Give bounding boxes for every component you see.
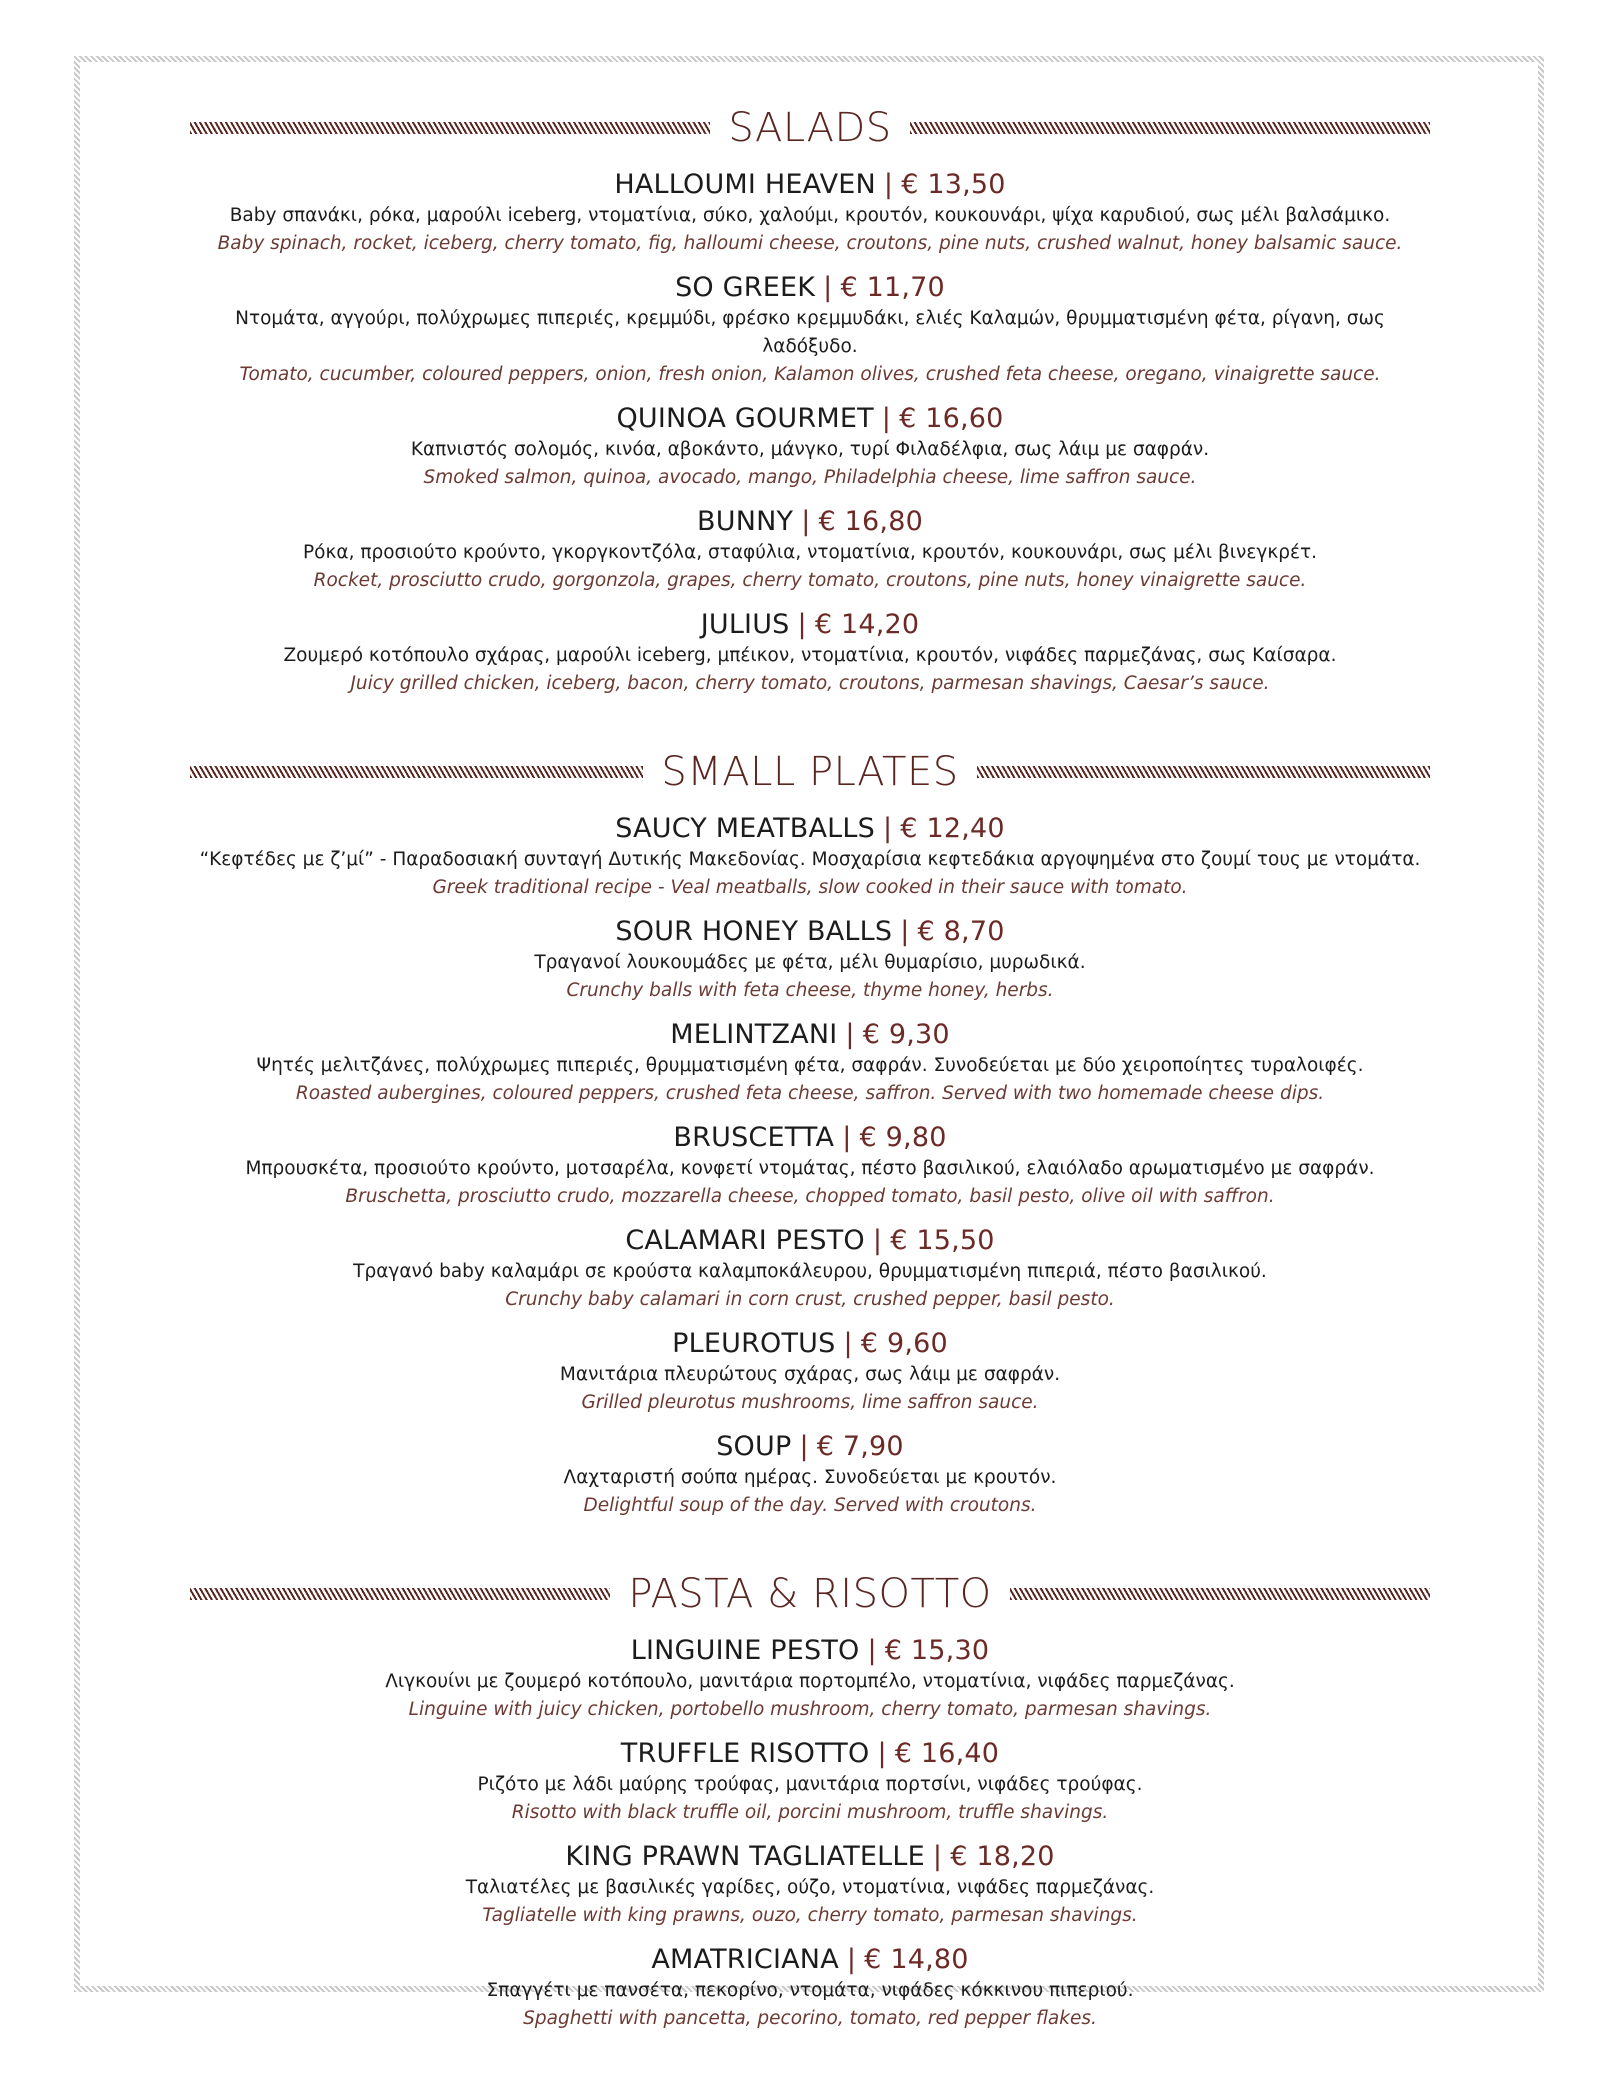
menu-item xyxy=(190,1430,1430,1520)
item-separator: | xyxy=(823,272,833,303)
item-name: SAUCY MEATBALLS xyxy=(615,813,875,844)
item-price: € 9,30 xyxy=(862,1019,950,1050)
item-title xyxy=(190,608,1430,642)
section-title: PASTA & RISOTTO xyxy=(628,1571,992,1617)
item-title xyxy=(190,1737,1430,1771)
item-name: BRUSCETTA xyxy=(673,1122,835,1153)
item-separator: | xyxy=(867,1635,877,1666)
menu-item xyxy=(190,1737,1430,1827)
item-description-english: Tomato, cucumber, coloured peppers, onion, fresh onion, Kalamon olives, crushed feta cheese, oregano, vinaigrette sauce. xyxy=(239,364,1381,385)
item-description-greek: Ριζότο με λάδι μαύρης τρούφας, μανιτάρια πορτσίνι, νιφάδες τρούφας. xyxy=(477,1774,1143,1795)
item-name: LINGUINE PESTO xyxy=(630,1635,860,1666)
item-separator: | xyxy=(846,1944,857,1975)
item-separator: | xyxy=(799,1431,809,1462)
decorative-rule-left xyxy=(190,122,710,134)
item-price: € 13,50 xyxy=(901,169,1006,200)
item-name: KING PRAWN TAGLIATELLE xyxy=(565,1841,925,1872)
item-title xyxy=(190,1018,1430,1052)
menu-item xyxy=(190,812,1430,902)
section-title: SMALL PLATES xyxy=(661,749,959,795)
item-price: € 15,30 xyxy=(884,1635,990,1666)
item-title xyxy=(190,1840,1430,1874)
item-separator: | xyxy=(842,1122,852,1153)
decorative-rule-right xyxy=(1010,1588,1430,1600)
item-description-greek: Ταλιατέλες με βασιλικές γαρίδες, ούζο, ντοματίνια, νιφάδες παρμεζάνας. xyxy=(465,1877,1155,1898)
item-separator: | xyxy=(881,403,892,434)
menu-item xyxy=(190,1018,1430,1108)
item-description-english: Risotto with black truffle oil, porcini mushroom, truffle shavings. xyxy=(511,1802,1109,1823)
item-title xyxy=(190,1634,1430,1668)
item-description-greek: Ψητές μελιτζάνες, πολύχρωμες πιπεριές, θρυμματισμένη φέτα, σαφράν. Συνοδεύεται με δύο χειροποίητες τυραλοιφές. xyxy=(256,1055,1364,1076)
item-description-greek: Ρόκα, προσιούτο κρούντο, γκοργκοντζόλα, σταφύλια, ντοματίνια, κρουτόν, κουκουνάρι, σως μέλι βινεγκρέτ. xyxy=(303,542,1317,563)
menu-item xyxy=(190,1224,1430,1314)
item-description-greek: Baby σπανάκι, ρόκα, μαρούλι iceberg, ντοματίνια, σύκο, χαλούμι, κρουτόν, κουκουνάρι, ψίχα καρυδιού, σως μέλι βαλσάμικο. xyxy=(229,205,1391,226)
item-title xyxy=(190,1121,1430,1155)
item-description-english: Rocket, prosciutto crudo, gorgonzola, grapes, cherry tomato, croutons, pine nuts, honey vinaigrette sauce. xyxy=(313,570,1307,591)
item-price: € 15,50 xyxy=(890,1225,995,1256)
menu-item xyxy=(190,608,1430,698)
menu-item xyxy=(190,168,1430,258)
item-description-greek: Μανιτάρια πλευρώτους σχάρας, σως λάιμ με σαφράν. xyxy=(559,1364,1061,1385)
item-title xyxy=(190,1327,1430,1361)
menu-item xyxy=(190,1840,1430,1930)
item-name: MELINTZANI xyxy=(670,1019,838,1050)
menu-item xyxy=(190,271,1430,389)
item-separator: | xyxy=(872,1225,883,1256)
item-title xyxy=(190,168,1430,202)
item-price: € 16,60 xyxy=(899,403,1004,434)
item-price: € 14,80 xyxy=(864,1944,969,1975)
item-name: SOUR HONEY BALLS xyxy=(615,916,893,947)
item-separator: | xyxy=(797,609,807,640)
section-header xyxy=(190,740,1430,804)
item-price: € 9,60 xyxy=(860,1328,948,1359)
item-description-greek: Λαχταριστή σούπα ημέρας. Συνοδεύεται με κρουτόν. xyxy=(563,1467,1057,1488)
item-description-english: Bruschetta, prosciutto crudo, mozzarella cheese, chopped tomato, basil pesto, olive oil with saffron. xyxy=(345,1186,1275,1207)
item-description-greek: Τραγανοί λουκουμάδες με φέτα, μέλι θυμαρίσιο, μυρωδικά. xyxy=(534,952,1086,973)
item-price: € 16,80 xyxy=(818,506,923,537)
item-name: QUINOA GOURMET xyxy=(616,403,874,434)
item-price: € 12,40 xyxy=(900,813,1005,844)
item-description-english: Roasted aubergines, coloured peppers, crushed feta cheese, saffron. Served with two homemade cheese dips. xyxy=(295,1083,1325,1104)
item-description-greek: Μπρουσκέτα, προσιούτο κρούντο, μοτσαρέλα, κονφετί ντομάτας, πέστο βασιλικού, ελαιόλαδο αρωματισμένο με σαφράν. xyxy=(245,1158,1375,1179)
menu-page xyxy=(190,96,1430,2075)
item-name: HALLOUMI HEAVEN xyxy=(614,169,876,200)
decorative-rule-right xyxy=(977,766,1430,778)
item-title xyxy=(190,812,1430,846)
section-title: SALADS xyxy=(728,105,892,151)
item-name: SOUP xyxy=(716,1431,792,1462)
item-description-greek: Ντομάτα, αγγούρι, πολύχρωμες πιπεριές, κρεμμύδι, φρέσκο κρεμμυδάκι, ελιές Καλαμών, θρυμματισμένη φέτα, ρίγανη, σως λαδόξυδο. xyxy=(235,308,1385,357)
decorative-rule-left xyxy=(190,1588,610,1600)
item-name: PLEUROTUS xyxy=(672,1328,836,1359)
section-header xyxy=(190,96,1430,160)
item-separator: | xyxy=(877,1738,887,1769)
item-separator: | xyxy=(883,813,893,844)
section-header xyxy=(190,1562,1430,1626)
section-salads xyxy=(190,96,1430,698)
decorative-rule-right xyxy=(910,122,1430,134)
item-description-english: Smoked salmon, quinoa, avocado, mango, Philadelphia cheese, lime saffron sauce. xyxy=(423,467,1197,488)
item-description-greek: Ζουμερό κοτόπουλο σχάρας, μαρούλι iceberg, μπέικον, ντοματίνια, κρουτόν, νιφάδες παρμεζάνας, σως Καίσαρα. xyxy=(283,645,1337,666)
item-description-english: Grilled pleurotus mushrooms, lime saffron sauce. xyxy=(581,1392,1039,1413)
item-title xyxy=(190,505,1430,539)
item-price: € 7,90 xyxy=(816,1431,904,1462)
item-separator: | xyxy=(845,1019,855,1050)
item-title xyxy=(190,1943,1430,1977)
item-price: € 16,40 xyxy=(894,1738,1000,1769)
item-name: BUNNY xyxy=(697,506,794,537)
item-description-greek: Σπαγγέτι με πανσέτα, πεκορίνο, ντομάτα, νιφάδες κόκκινου πιπεριού. xyxy=(486,1980,1134,2001)
item-title xyxy=(190,1430,1430,1464)
item-description-english: Juicy grilled chicken, iceberg, bacon, cherry tomato, croutons, parmesan shavings, Caesar’s sauce. xyxy=(350,673,1270,694)
item-description-english: Spaghetti with pancetta, pecorino, tomato, red pepper flakes. xyxy=(523,2008,1097,2029)
item-price: € 18,20 xyxy=(950,1841,1055,1872)
item-description-english: Crunchy baby calamari in corn crust, crushed pepper, basil pesto. xyxy=(505,1289,1115,1310)
item-name: CALAMARI PESTO xyxy=(625,1225,865,1256)
section-small-plates xyxy=(190,740,1430,1520)
item-price: € 11,70 xyxy=(840,272,945,303)
menu-item xyxy=(190,1634,1430,1724)
menu-item xyxy=(190,1943,1430,2033)
item-separator: | xyxy=(932,1841,943,1872)
item-price: € 8,70 xyxy=(917,916,1005,947)
menu-item xyxy=(190,915,1430,1005)
item-title xyxy=(190,1224,1430,1258)
item-description-greek: Τραγανό baby καλαμάρι σε κρούστα καλαμποκάλευρου, θρυμματισμένη πιπεριά, πέστο βασιλικού. xyxy=(353,1261,1267,1282)
item-description-english: Tagliatelle with king prawns, ouzo, cherry tomato, parmesan shavings. xyxy=(482,1905,1138,1926)
item-separator: | xyxy=(900,916,910,947)
item-name: AMATRICIANA xyxy=(651,1944,839,1975)
item-separator: | xyxy=(883,169,894,200)
item-separator: | xyxy=(801,506,811,537)
item-title xyxy=(190,271,1430,305)
item-description-english: Baby spinach, rocket, iceberg, cherry tomato, fig, halloumi cheese, croutons, pine nuts, crushed walnut, honey balsamic sauce. xyxy=(217,233,1403,254)
item-name: JULIUS xyxy=(700,609,790,640)
item-name: TRUFFLE RISOTTO xyxy=(620,1738,870,1769)
item-separator: | xyxy=(843,1328,853,1359)
item-description-english: Crunchy balls with feta cheese, thyme honey, herbs. xyxy=(566,980,1054,1001)
item-price: € 14,20 xyxy=(814,609,920,640)
item-description-greek: Λιγκουίνι με ζουμερό κοτόπουλο, μανιτάρια πορτομπέλο, ντοματίνια, νιφάδες παρμεζάνας. xyxy=(385,1671,1235,1692)
item-description-greek: “Κεφτέδες με ζ’μί” - Παραδοσιακή συνταγή Δυτικής Μακεδονίας. Μοσχαρίσια κεφτεδάκια αργοψημένα στο ζουμί τους με ντομάτα. xyxy=(199,849,1421,870)
section-pasta-risotto xyxy=(190,1562,1430,2033)
item-title xyxy=(190,402,1430,436)
item-price: € 9,80 xyxy=(859,1122,947,1153)
menu-item xyxy=(190,505,1430,595)
item-title xyxy=(190,915,1430,949)
menu-item xyxy=(190,1327,1430,1417)
decorative-rule-left xyxy=(190,766,643,778)
item-description-greek: Καπνιστός σολομός, κινόα, αβοκάντο, μάνγκο, τυρί Φιλαδέλφια, σως λάιμ με σαφράν. xyxy=(410,439,1210,460)
menu-item xyxy=(190,1121,1430,1211)
item-description-english: Delightful soup of the day. Served with croutons. xyxy=(583,1495,1037,1516)
item-description-english: Greek traditional recipe - Veal meatballs, slow cooked in their sauce with tomato. xyxy=(432,877,1188,898)
menu-item xyxy=(190,402,1430,492)
item-name: SO GREEK xyxy=(675,272,816,303)
item-description-english: Linguine with juicy chicken, portobello mushroom, cherry tomato, parmesan shavings. xyxy=(408,1699,1212,1720)
